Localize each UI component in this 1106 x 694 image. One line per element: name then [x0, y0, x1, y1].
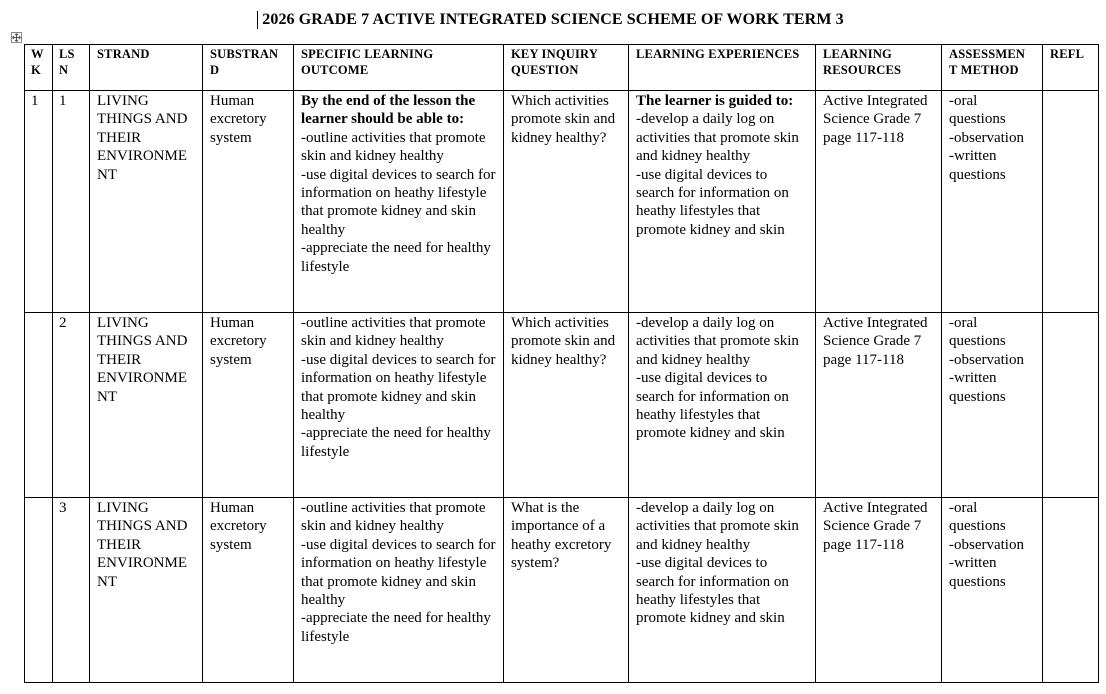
- lesson-cell: 2: [53, 313, 90, 498]
- header-substrand: SUBSTRAN D: [203, 45, 294, 91]
- outcome-intro: By the end of the lesson the learner should be able to:: [301, 93, 476, 128]
- assessment-item: -oral questions: [949, 93, 1006, 128]
- experience-item: -develop a daily log on activities that promote skin and kidney healthy: [636, 315, 799, 368]
- reflection-cell: [1043, 91, 1099, 313]
- inquiry-question-cell: Which activities promote skin and kidney healthy?: [504, 313, 629, 498]
- header-reflection: REFL: [1043, 45, 1099, 91]
- assessment-item: -written questions: [949, 148, 1006, 183]
- assessment-item: -oral questions: [949, 500, 1006, 535]
- week-cell: 1: [25, 91, 53, 313]
- inquiry-question-cell: What is the importance of a heathy excretory system?: [504, 498, 629, 683]
- assessment-item: -oral questions: [949, 315, 1006, 350]
- outcome-item: -use digital devices to search for information on heathy lifestyle that promote kidney and skin healthy: [301, 536, 496, 609]
- header-learning-experiences: LEARNING EXPERIENCES: [629, 45, 816, 91]
- table-row: [25, 313, 1099, 498]
- assessment-method-cell: [942, 498, 1043, 683]
- move-arrows-icon[interactable]: [11, 32, 22, 43]
- assessment-method-cell: [942, 313, 1043, 498]
- reflection-cell: [1043, 498, 1099, 683]
- learning-experiences-cell: [629, 498, 816, 683]
- outcome-item: -use digital devices to search for information on heathy lifestyle that promote kidney and skin healthy: [301, 351, 496, 424]
- substrand-cell: Human excretory system: [203, 498, 294, 683]
- assessment-item: -written questions: [949, 370, 1006, 405]
- learning-experiences-cell: [629, 91, 816, 313]
- text-cursor: [257, 11, 258, 29]
- header-wk: W K: [25, 45, 53, 91]
- experiences-intro: The learner is guided to:: [636, 93, 794, 109]
- inquiry-question-cell: Which activities promote skin and kidney healthy?: [504, 91, 629, 313]
- header-learning-outcome: SPECIFIC LEARNING OUTCOME: [294, 45, 504, 91]
- outcome-item: -use digital devices to search for information on heathy lifestyle that promote kidney and skin healthy: [301, 166, 496, 238]
- learning-resources-cell: Active Integrated Science Grade 7 page 117-118: [816, 91, 942, 313]
- header-strand: STRAND: [90, 45, 203, 91]
- strand-cell: LIVING THINGS AND THEIR ENVIRONME NT: [90, 91, 203, 313]
- week-cell: [25, 498, 53, 683]
- assessment-item: -observation: [949, 536, 1024, 553]
- page-title: 2026 GRADE 7 ACTIVE INTEGRATED SCIENCE SCHEME OF WORK TERM 3: [262, 11, 844, 28]
- experience-item: -use digital devices to search for information on heathy lifestyles that promote kidney and skin: [636, 555, 789, 627]
- outcome-item: -appreciate the need for healthy lifestyle: [301, 425, 491, 460]
- outcome-item: -appreciate the need for healthy lifestyle: [301, 610, 491, 645]
- week-cell: [25, 313, 53, 498]
- assessment-item: -written questions: [949, 555, 1006, 590]
- outcome-item: -outline activities that promote skin and kidney healthy: [301, 129, 486, 165]
- assessment-method-cell: [942, 91, 1043, 313]
- learning-experiences-cell: [629, 313, 816, 498]
- substrand-cell: Human excretory system: [203, 313, 294, 498]
- learning-outcome-cell: [294, 91, 504, 313]
- outcome-item: -appreciate the need for healthy lifestyle: [301, 240, 491, 275]
- outcome-item: -outline activities that promote skin and kidney healthy: [301, 500, 486, 535]
- learning-outcome-cell: [294, 313, 504, 498]
- learning-resources-cell: Active Integrated Science Grade 7 page 117-118: [816, 313, 942, 498]
- experience-item: -develop a daily log on activities that promote skin and kidney healthy: [636, 111, 799, 165]
- header-row: [25, 45, 1099, 91]
- assessment-item: -observation: [949, 129, 1024, 146]
- header-assessment-method: ASSESSMEN T METHOD: [942, 45, 1043, 91]
- header-lsn: LS N: [53, 45, 90, 91]
- learning-resources-cell: Active Integrated Science Grade 7 page 117-118: [816, 498, 942, 683]
- experience-item: -develop a daily log on activities that promote skin and kidney healthy: [636, 500, 799, 553]
- experience-item: -use digital devices to search for information on heathy lifestyles that promote kidney and skin: [636, 370, 789, 442]
- outcome-item: -outline activities that promote skin and kidney healthy: [301, 315, 486, 350]
- experience-item: -use digital devices to search for information on heathy lifestyles that promote kidney and skin: [636, 166, 789, 238]
- table-row: [25, 91, 1099, 313]
- scheme-table: [24, 44, 1099, 683]
- strand-cell: LIVING THINGS AND THEIR ENVIRONME NT: [90, 313, 203, 498]
- header-inquiry-question: KEY INQUIRY QUESTION: [504, 45, 629, 91]
- learning-outcome-cell: [294, 498, 504, 683]
- table-row: [25, 498, 1099, 683]
- strand-cell: LIVING THINGS AND THEIR ENVIRONME NT: [90, 498, 203, 683]
- lesson-cell: 1: [53, 91, 90, 313]
- substrand-cell: Human excretory system: [203, 91, 294, 313]
- reflection-cell: [1043, 313, 1099, 498]
- header-learning-resources: LEARNING RESOURCES: [816, 45, 942, 91]
- assessment-item: -observation: [949, 351, 1024, 368]
- lesson-cell: 3: [53, 498, 90, 683]
